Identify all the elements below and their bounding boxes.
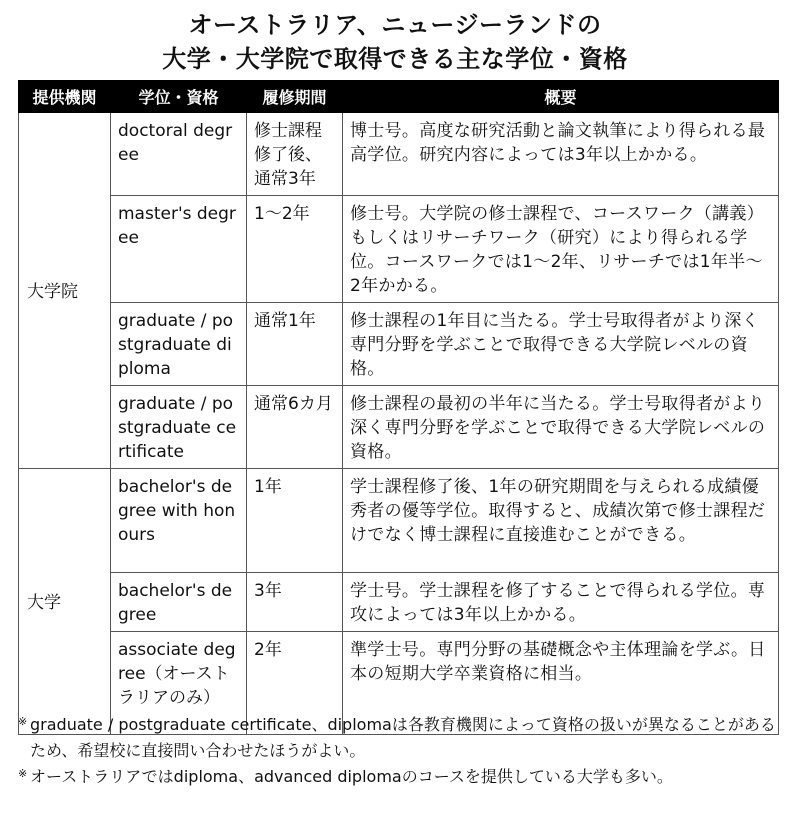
header-row — [19, 81, 779, 113]
title-line-1: オーストラリア、ニュージーランドの — [188, 11, 602, 39]
footnote-mark: ※ — [18, 715, 28, 728]
footnote — [18, 712, 783, 764]
institution-graduate-school: 大学院 — [19, 113, 111, 469]
table-row — [19, 196, 779, 303]
footnote-text: graduate / postgraduate certificate、diplomaは各教育機関によって資格の扱いが異なることがあるため、希望校に直接問い合わせたほうがよい。 — [30, 715, 776, 760]
degree-cell: associate degree（オーストラリアのみ） — [111, 632, 247, 735]
table-row — [19, 469, 779, 573]
header-summary: 概要 — [343, 81, 779, 113]
table-row — [19, 113, 779, 196]
header-degree: 学位・資格 — [111, 81, 247, 113]
period-cell: 通常6カ月 — [247, 386, 343, 469]
institution-university: 大学 — [19, 469, 111, 735]
summary-cell: 修士号。大学院の修士課程で、コースワーク（講義）もしくはリサーチワーク（研究）により得られる学位。コースワークでは1〜2年、リサーチでは1年半〜2年かかる。 — [343, 196, 779, 303]
footnote-mark: ※ — [18, 767, 28, 780]
degree-cell: bachelor's degree — [111, 573, 247, 632]
page-title — [0, 8, 790, 76]
footnotes — [18, 712, 783, 790]
summary-cell: 学士号。学士課程を修了することで得られる学位。専攻によっては3年以上かかる。 — [343, 573, 779, 632]
period-cell: 修士課程修了後、通常3年 — [247, 113, 343, 196]
table-row — [19, 303, 779, 386]
degree-cell: graduate / postgraduate certificate — [111, 386, 247, 469]
period-cell: 3年 — [247, 573, 343, 632]
footnote-text: オーストラリアではdiploma、advanced diplomaのコースを提供している大学も多い。 — [30, 767, 673, 786]
period-cell: 1〜2年 — [247, 196, 343, 303]
summary-cell: 修士課程の1年目に当たる。学士号取得者がより深く専門分野を学ぶことで取得できる大学院レベルの資格。 — [343, 303, 779, 386]
summary-cell: 修士課程の最初の半年に当たる。学士号取得者がより深く専門分野を学ぶことで取得できる大学院レベルの資格。 — [343, 386, 779, 469]
table-row — [19, 573, 779, 632]
footnote — [18, 764, 783, 790]
summary-cell: 準学士号。専門分野の基礎概念や主体理論を学ぶ。日本の短期大学卒業資格に相当。 — [343, 632, 779, 735]
degree-cell: graduate / postgraduate diploma — [111, 303, 247, 386]
degree-cell: bachelor's degree with honours — [111, 469, 247, 573]
period-cell: 1年 — [247, 469, 343, 573]
header-institution: 提供機関 — [19, 81, 111, 113]
period-cell: 2年 — [247, 632, 343, 735]
period-cell: 通常1年 — [247, 303, 343, 386]
summary-cell: 博士号。高度な研究活動と論文執筆により得られる最高学位。研究内容によっては3年以上かかる。 — [343, 113, 779, 196]
table-row — [19, 386, 779, 469]
degree-cell: doctoral degree — [111, 113, 247, 196]
header-period: 履修期間 — [247, 81, 343, 113]
title-line-2: 大学・大学院で取得できる主な学位・資格 — [162, 45, 628, 73]
degree-table — [18, 80, 779, 735]
degree-cell: master's degree — [111, 196, 247, 303]
summary-cell: 学士課程修了後、1年の研究期間を与えられる成績優秀者の優等学位。取得すると、成績次第で修士課程だけでなく博士課程に直接進むことができる。 — [343, 469, 779, 573]
